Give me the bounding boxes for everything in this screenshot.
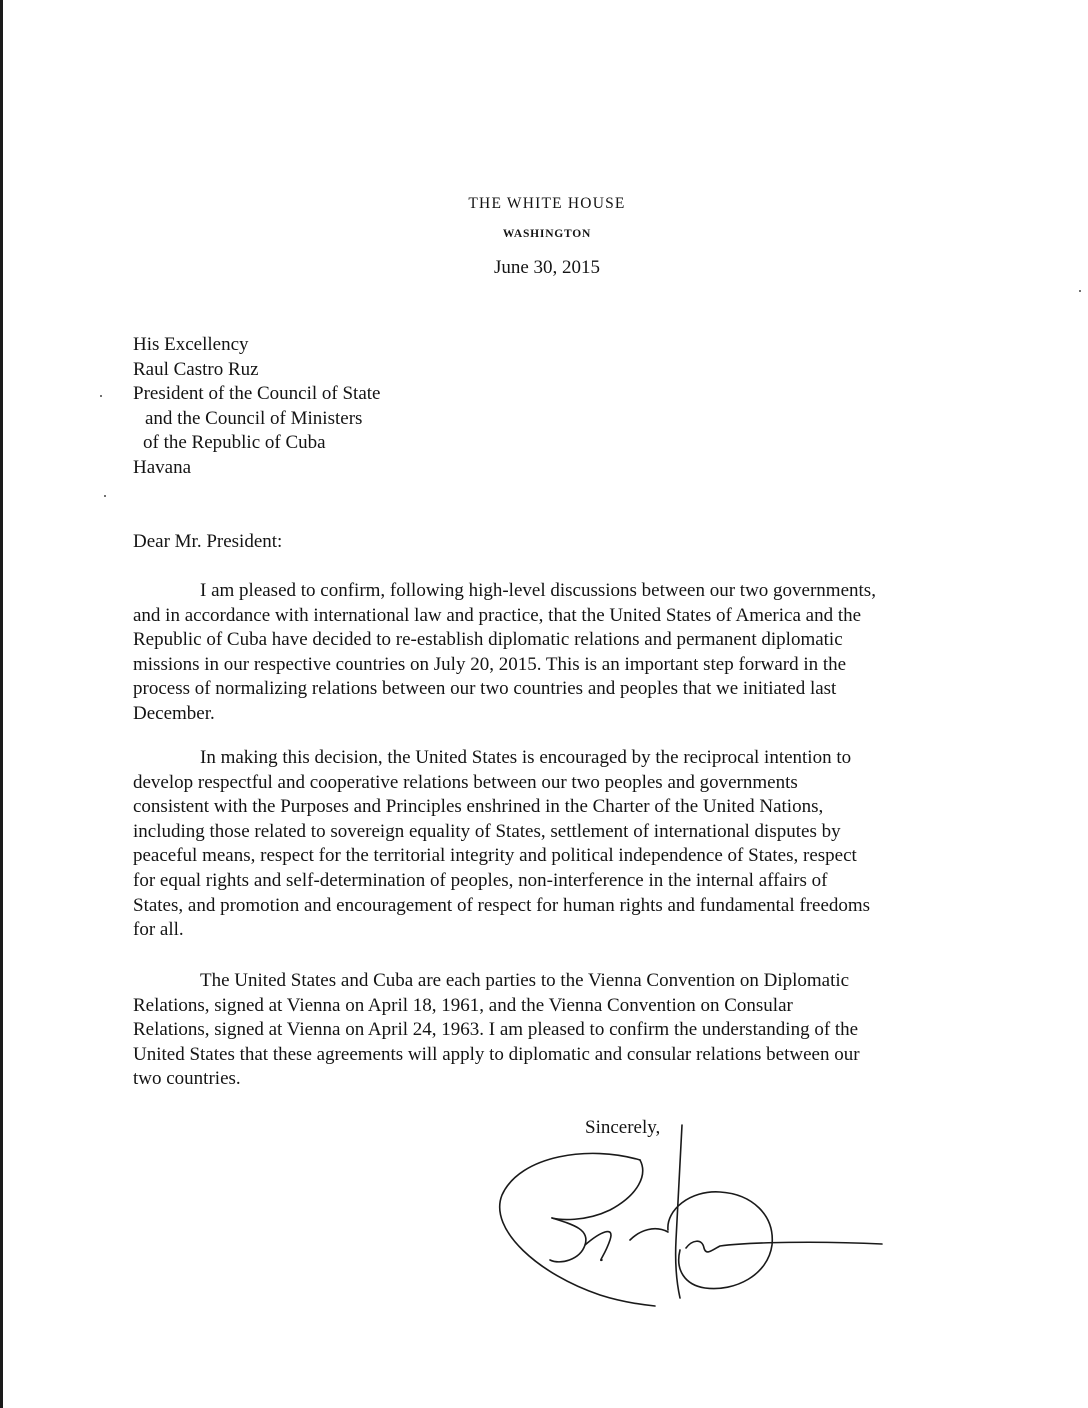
- addressee-line: President of the Council of State: [133, 383, 381, 404]
- paragraph-line: for equal rights and self-determination of peoples, non-interference in the internal affairs of: [133, 869, 828, 891]
- letterhead-location: WASHINGTON: [502, 228, 592, 240]
- body-paragraph-2: [133, 746, 973, 943]
- body-paragraph-1: [133, 579, 973, 727]
- addressee-block: [133, 333, 380, 480]
- paragraph-line: United States that these agreements will apply to diplomatic and consular relations between our: [133, 1043, 860, 1065]
- paragraph-line: December.: [133, 702, 215, 724]
- addressee-line: and the Council of Ministers: [145, 407, 363, 429]
- paragraph-line: Relations, signed at Vienna on April 24, 1963. I am pleased to confirm the understanding of the: [133, 1019, 859, 1041]
- scan-speck: [104, 495, 106, 497]
- scan-speck: [100, 395, 102, 397]
- paragraph-line: two countries.: [133, 1068, 241, 1090]
- paragraph-line: and in accordance with international law and practice, that the United States of America and the: [133, 604, 862, 626]
- letterhead-title: THE WHITE HOUSE: [468, 195, 626, 212]
- paragraph-line: States, and promotion and encouragement of respect for human rights and fundamental freedoms: [133, 894, 871, 916]
- addressee-line: Havana: [133, 456, 192, 478]
- paragraph-line: for all.: [133, 919, 184, 941]
- letter-date: June 30, 2015: [493, 257, 601, 278]
- closing: Sincerely,: [585, 1117, 661, 1138]
- scan-speck: [1079, 290, 1081, 292]
- body-paragraph-3: [133, 969, 973, 1092]
- addressee-line: Raul Castro Ruz: [133, 358, 259, 380]
- paragraph-line: Relations, signed at Vienna on April 18, 1961, and the Vienna Convention on Consular: [133, 994, 793, 1016]
- paragraph-line: consistent with the Purposes and Principles enshrined in the Charter of the United Nations,: [133, 796, 824, 818]
- paragraph-line: I am pleased to confirm, following high-level discussions between our two governments,: [200, 580, 876, 601]
- addressee-line: of the Republic of Cuba: [143, 432, 326, 453]
- paragraph-line: Republic of Cuba have decided to re-establish diplomatic relations and permanent diplomatic: [133, 629, 843, 651]
- signature-image: [490, 1120, 890, 1320]
- salutation: Dear Mr. President:: [133, 531, 283, 552]
- paragraph-line: including those related to sovereign equality of States, settlement of international disputes by: [133, 820, 841, 842]
- paragraph-line: missions in our respective countries on July 20, 2015. This is an important step forward in the: [133, 653, 847, 675]
- paragraph-line: process of normalizing relations between our two countries and peoples that we initiated last: [133, 678, 837, 700]
- paragraph-line: In making this decision, the United States is encouraged by the reciprocal intention to: [200, 747, 852, 768]
- addressee-line: His Excellency: [133, 334, 249, 355]
- paragraph-line: peaceful means, respect for the territorial integrity and political independence of States, respect: [133, 845, 857, 867]
- paragraph-line: develop respectful and cooperative relations between our two peoples and governments: [133, 771, 798, 793]
- paragraph-line: The United States and Cuba are each parties to the Vienna Convention on Diplomatic: [200, 970, 850, 991]
